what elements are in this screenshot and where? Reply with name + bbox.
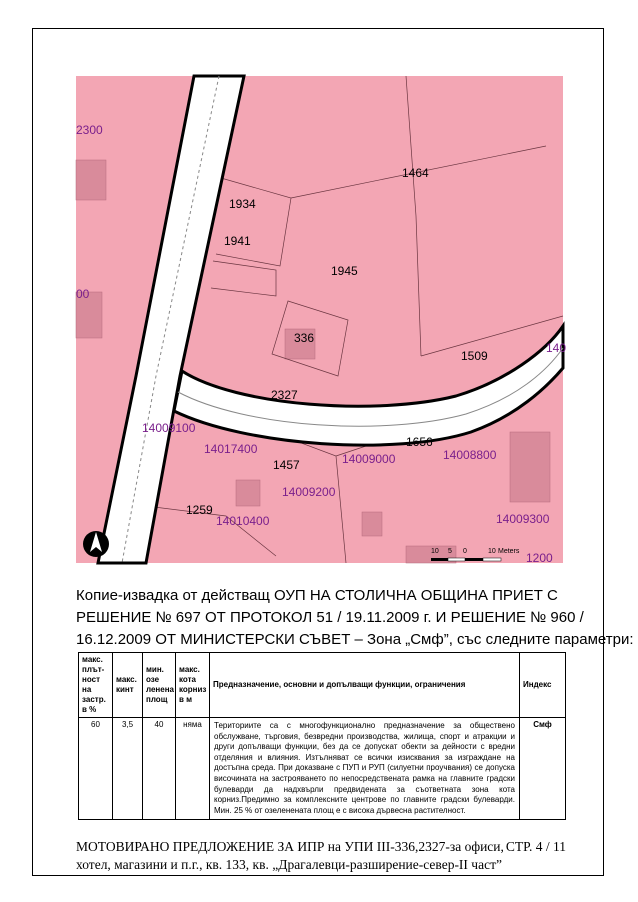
table-header-row	[79, 653, 566, 718]
zone-label: 14009200	[282, 485, 336, 499]
scale-tick: 5	[448, 548, 452, 555]
building-block	[362, 512, 382, 536]
scale-tick: 10	[488, 548, 496, 555]
cell-density: 60	[79, 718, 113, 820]
zone-label: 1200	[526, 551, 553, 565]
caption-line: РЕШЕНИЕ № 697 ОТ ПРОТОКОЛ 51 / 19.11.2009 г. И РЕШЕНИЕ № 960 /	[76, 609, 584, 626]
scale-bar	[431, 558, 501, 561]
page-number: СТР. 4 / 11	[505, 839, 566, 854]
cell-kint: 3,5	[113, 718, 143, 820]
building-block	[236, 480, 260, 506]
scale-tick: 0	[463, 548, 467, 555]
header-green-area: мин. озе ленена площ	[143, 653, 176, 718]
cell-green-area: 40	[143, 718, 176, 820]
caption-line: Копие-извадка от действащ ОУП НА СТОЛИЧНА ОБЩИНА ПРИЕТ С	[76, 587, 558, 604]
zone-parameters-table	[78, 652, 566, 820]
parcel-label: 1945	[331, 264, 358, 278]
header-purpose: Предназначение, основни и допълващи функции, ограничения	[210, 653, 520, 718]
parcel-label: 1509	[461, 349, 488, 363]
header-index: Индекс	[520, 653, 566, 718]
page-footer	[76, 838, 566, 874]
parcel-label: 1259	[186, 503, 213, 517]
building-block	[76, 160, 106, 200]
parcel-label: 1457	[273, 458, 300, 472]
parcel-label: 336	[294, 331, 315, 345]
parcel-label: 2327	[271, 388, 298, 402]
zone-label: 14009100	[142, 421, 196, 435]
zone-label: 14009300	[496, 512, 550, 526]
zone-label: 14008800	[443, 448, 497, 462]
zone-label: 140	[546, 341, 567, 355]
cell-purpose: Териториите са с многофункционално предназначение за обществено обслужване, търговия, безвредни производства, жилища, спорт и атракции и други допълващи функции, без да се допускат обекти за дейности с вредни отделяния и влияния. Изтълняват се всички изисквания за изграждане на достъпна среда. При доказване с ПУП и РУП (силуетни проучвания) се допуска височината на застрояването по непосредствената рамка на главните градски булеварди да надхвърли предвидената за съответната зона кота корниз.Предимно за комплексните центрове по главните градски булеварди. Мин. 25 % от озеленената площ е с висока дървесна растителност.	[210, 718, 520, 820]
footer-title: МОТОВИРАНО ПРЕДЛОЖЕНИЕ ЗА ИПР на УПИ III-336,2327-за офиси,	[76, 839, 504, 854]
table-row	[79, 718, 566, 820]
north-arrow	[83, 531, 109, 557]
parcel-label: 1941	[224, 234, 251, 248]
cell-index: Смф	[520, 718, 566, 820]
header-kint: макс. кинт	[113, 653, 143, 718]
parcel-label: 1934	[229, 197, 256, 211]
map-svg	[76, 76, 567, 565]
scale-tick: 10	[431, 548, 439, 555]
zone-label: 14009000	[342, 452, 396, 466]
map-caption	[76, 585, 634, 651]
zone-label: 14017400	[204, 442, 258, 456]
zoning-map	[76, 76, 567, 565]
header-max-height: макс. кота корниз в м	[176, 653, 210, 718]
caption-line: 16.12.2009 ОТ МИНИСТЕРСКИ СЪВЕТ – Зона „Смф”, със следните параметри:	[76, 631, 634, 648]
zone-label: 00	[76, 287, 90, 301]
zone-label: 2300	[76, 123, 103, 137]
cell-max-height: няма	[176, 718, 210, 820]
header-density: макс. плът- ност на застр. в %	[79, 653, 113, 718]
building-block	[510, 432, 550, 502]
footer-subtitle: хотел, магазини и п.г., кв. 133, кв. „Драгалевци-разширение-север-II част”	[76, 857, 502, 872]
parcel-label: 1464	[402, 166, 429, 180]
scale-unit: Meters	[498, 548, 520, 555]
parcel-label: 1656	[406, 435, 433, 449]
zone-label: 14010400	[216, 514, 270, 528]
